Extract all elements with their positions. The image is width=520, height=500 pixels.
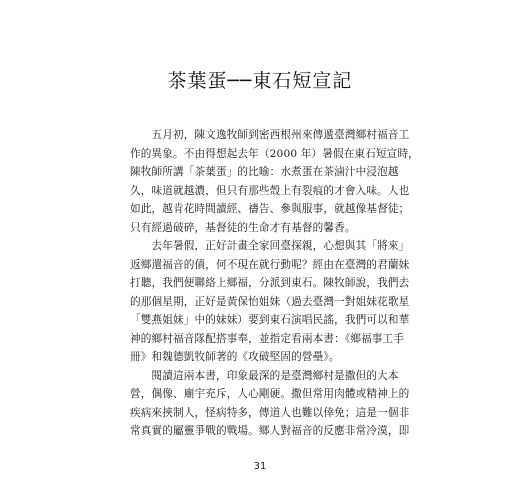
- text-line: 陳牧師所講「茶葉蛋」的比喻：水煮蛋在茶滷汁中浸泡越: [130, 166, 399, 178]
- text-line: 冊》和魏德凱牧師著的《攻破堅固的營壘》。: [130, 351, 340, 363]
- text-line: 「雙燕姐妹」中的妹妹）要到東石演唱民謠，我們可以和華: [130, 314, 410, 326]
- text-line: 返鄉還福音的債，何不現在就行動呢？經由在臺灣的君蘭妹: [130, 258, 410, 271]
- text-line: 的那個星期，正好是黃保怡姐妹（過去臺灣一對姐妹花歌星: [130, 295, 410, 308]
- text-line: 打聽，我們便聯絡上鄉福，分派到東石。陳牧師說，我們去: [130, 277, 410, 289]
- text-line: 去年暑假，正好計畫全家回臺探親，心想與其「將來」: [130, 240, 410, 252]
- page-number: 31: [253, 461, 267, 472]
- text-line: 閱讀這兩本書，印象最深的是臺灣鄉村是撒但的大本: [130, 369, 399, 382]
- text-line: 作的異象。不由得想起去年（2000 年）暑假在東石短宣時，: [130, 147, 419, 160]
- text-line: 神的鄉村福音隊配搭事奉，並指定看兩本書：《鄉福事工手: [130, 332, 405, 345]
- page-title: 茶葉蛋──東石短宣記: [167, 70, 353, 92]
- text-line: 久，味道就越濃，但只有那些殼上有裂痕的才會入味。人也: [130, 184, 410, 197]
- text-line: 常真實的屬靈爭戰的戰場。鄉人對福音的反應非常冷漠，即: [130, 425, 410, 437]
- text-line: 只有經過破碎，基督徒的生命才有基督的馨香。: [130, 221, 356, 234]
- text-line: 五月初，陳文逸牧師到密西根州來傳遞臺灣鄉村福音工: [130, 129, 410, 141]
- body-text: [130, 126, 419, 441]
- text-line: 營，偶像、廟宇充斥，人心剛硬。撒但常用肉體或精神上的: [130, 388, 410, 400]
- text-line: 疾病來挾制人，怪病特多，傳道人也難以倖免；這是一個非: [130, 406, 410, 419]
- text-line: 如此，越肯花時間讀經、禱告、參與服事，就越像基督徒；: [130, 203, 410, 215]
